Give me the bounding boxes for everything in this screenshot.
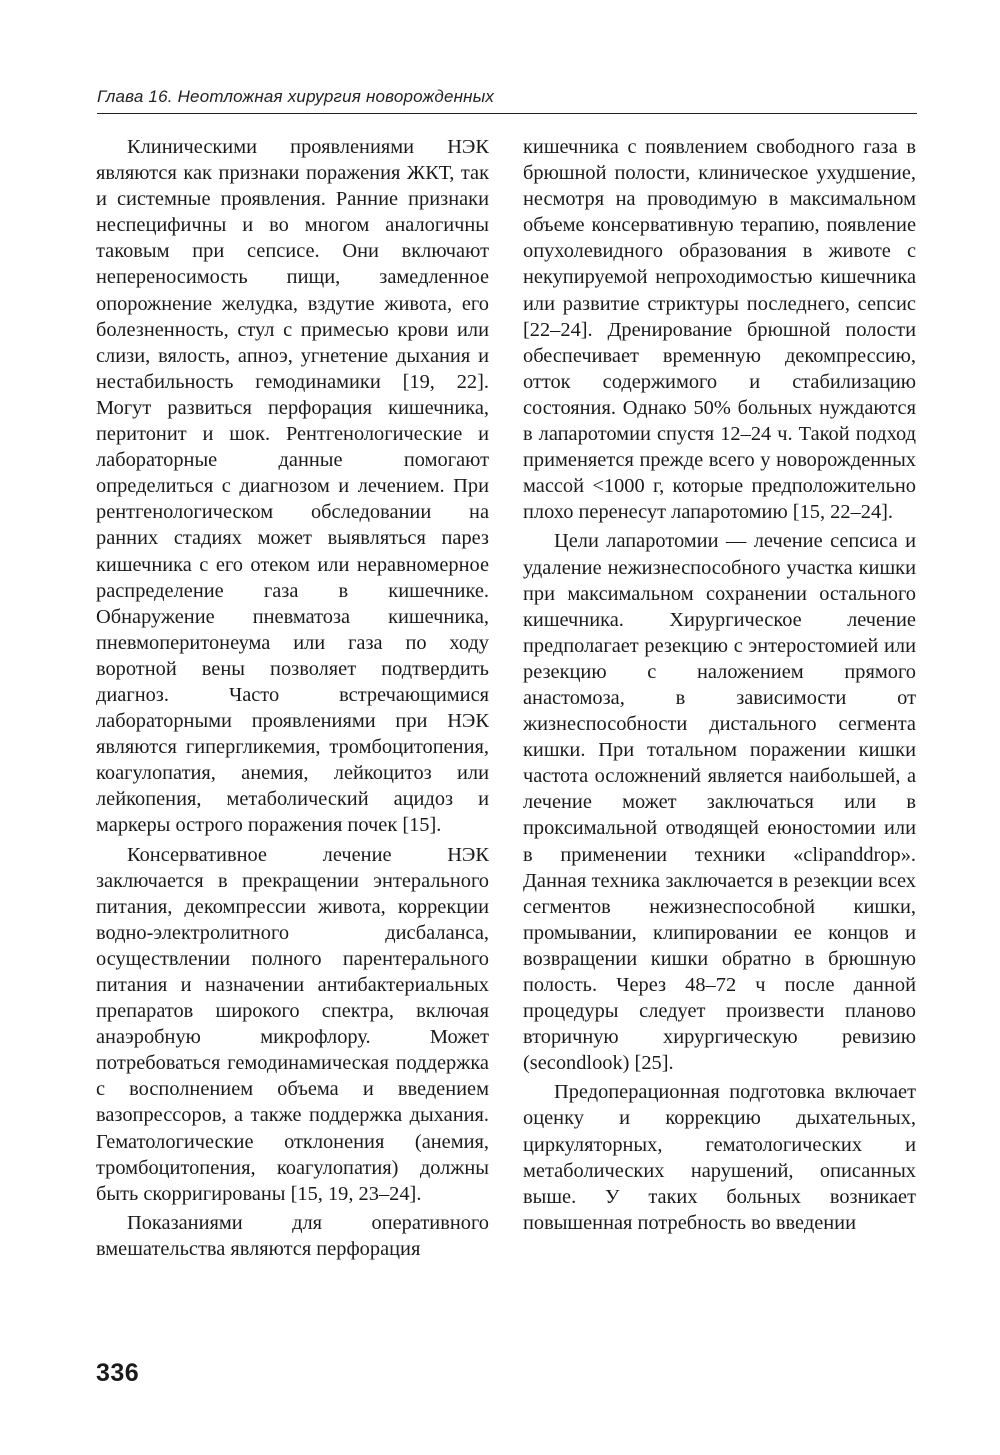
paragraph-laparotomy-goals: Цели лапаротомии — лечение сепсиса и удаление нежизнеспособного участка кишки при максимальном сохранении остального кишечника. Хирургическое лечение предполагает резекцию с энтеростомией или резекцию с наложением прямого анастомоза, в зависимости от жизнеспособности дистального сегмента кишки. При тотальном поражении кишки частота осложнений является наибольшей, а лечение может заключаться или в проксимальной отводящей еюностомии или в применении техники «clipanddrop». Данная техника заключается в резекции всех сегментов нежизнеспособной кишки, промывании, клипировании ее концов и возвращении кишки обратно в брюшную полость. Через 48–72 ч после данной процедуры следует произвести планово вторичную хирургическую ревизию (secondlook) [25]. bbox=[523, 530, 916, 1075]
paragraph-conservative-treatment: Консервативное лечение НЭК заключается в прекращении энтерального питания, декомпрессии живота, коррекции водно-электролитного дисбаланса, осуществлении полного парентерального питания и назначении антибактериальных препаратов широкого спектра, включая анаэробную микрофлору. Может потребоваться гемодинамическая поддержка с восполнением объема и введением вазопрессоров, а также поддержка дыхания. Гематологические отклонения (анемия, тромбоцитопения, коагулопатия) должны быть скорригированы [15, 19, 23–24]. bbox=[96, 843, 489, 1205]
paragraph-clinical-signs: Клиническими проявлениями НЭК являются как признаки поражения ЖКТ, так и системные проявления. Ранние признаки неспецифичны и во многом аналогичны таковым при сепсисе. Они включают непереносимость пищи, замедленное опорожнение желудка, вздутие живота, его болезненность, стул с примесью крови или слизи, вялость, апноэ, угнетение дыхания и нестабильность гемодинамики [19, 22]. Могут развиться перфорация кишечника, перитонит и шок. Рентгенологические и лабораторные данные помогают определиться с диагнозом и лечением. При рентгенологическом обследовании на ранних стадиях может выявляться парез кишечника с его отеком или неравномерное распределение газа в кишечнике. Обнаружение пневматоза кишечника, пневмоперитонеума или газа по ходу воротной вены позволяет подтвердить диагноз. Часто встречающимися лабораторными проявлениями при НЭК являются гипергликемия, тромбоцитопения, коагулопатия, анемия, лейкоцитоз или лейкопения, метаболический ацидоз и маркеры острого поражения почек [15]. bbox=[96, 136, 489, 837]
paragraph-preoperative-preparation: Предоперационная подготовка включает оценку и коррекцию дыхательных, циркуляторных, гематологических и метаболических нарушений, описанных выше. У таких больных возникает повышенная потребность во введении bbox=[523, 1081, 916, 1234]
paragraph-indications-continued: кишечника с появлением свободного газа в брюшной полости, клиническое ухудшение, несмотря на проводимую в максимальном объеме консервативную терапию, появление опухолевидного образования в животе с некупируемой непроходимостью кишечника или развитие стриктуры последнего, сепсис [22–24]. Дренирование брюшной полости обеспечивает временную декомпрессию, отток содержимого и стабилизацию состояния. Однако 50% больных нуждаются в лапаротомии спустя 12–24 ч. Такой подход применяется прежде всего у новорожденных массой <1000 г, которые предположительно плохо перенесут лапаротомию [15, 22–24]. bbox=[523, 136, 916, 524]
running-title: Глава 16. Неотложная хирургия новорожденных bbox=[97, 87, 495, 106]
right-column bbox=[523, 134, 916, 1239]
running-header bbox=[97, 83, 917, 114]
left-column bbox=[96, 134, 489, 1265]
paragraph-surgery-indications: Показаниями для оперативного вмешательства являются перфорация bbox=[96, 1211, 489, 1260]
page-number: 336 bbox=[96, 1359, 140, 1387]
